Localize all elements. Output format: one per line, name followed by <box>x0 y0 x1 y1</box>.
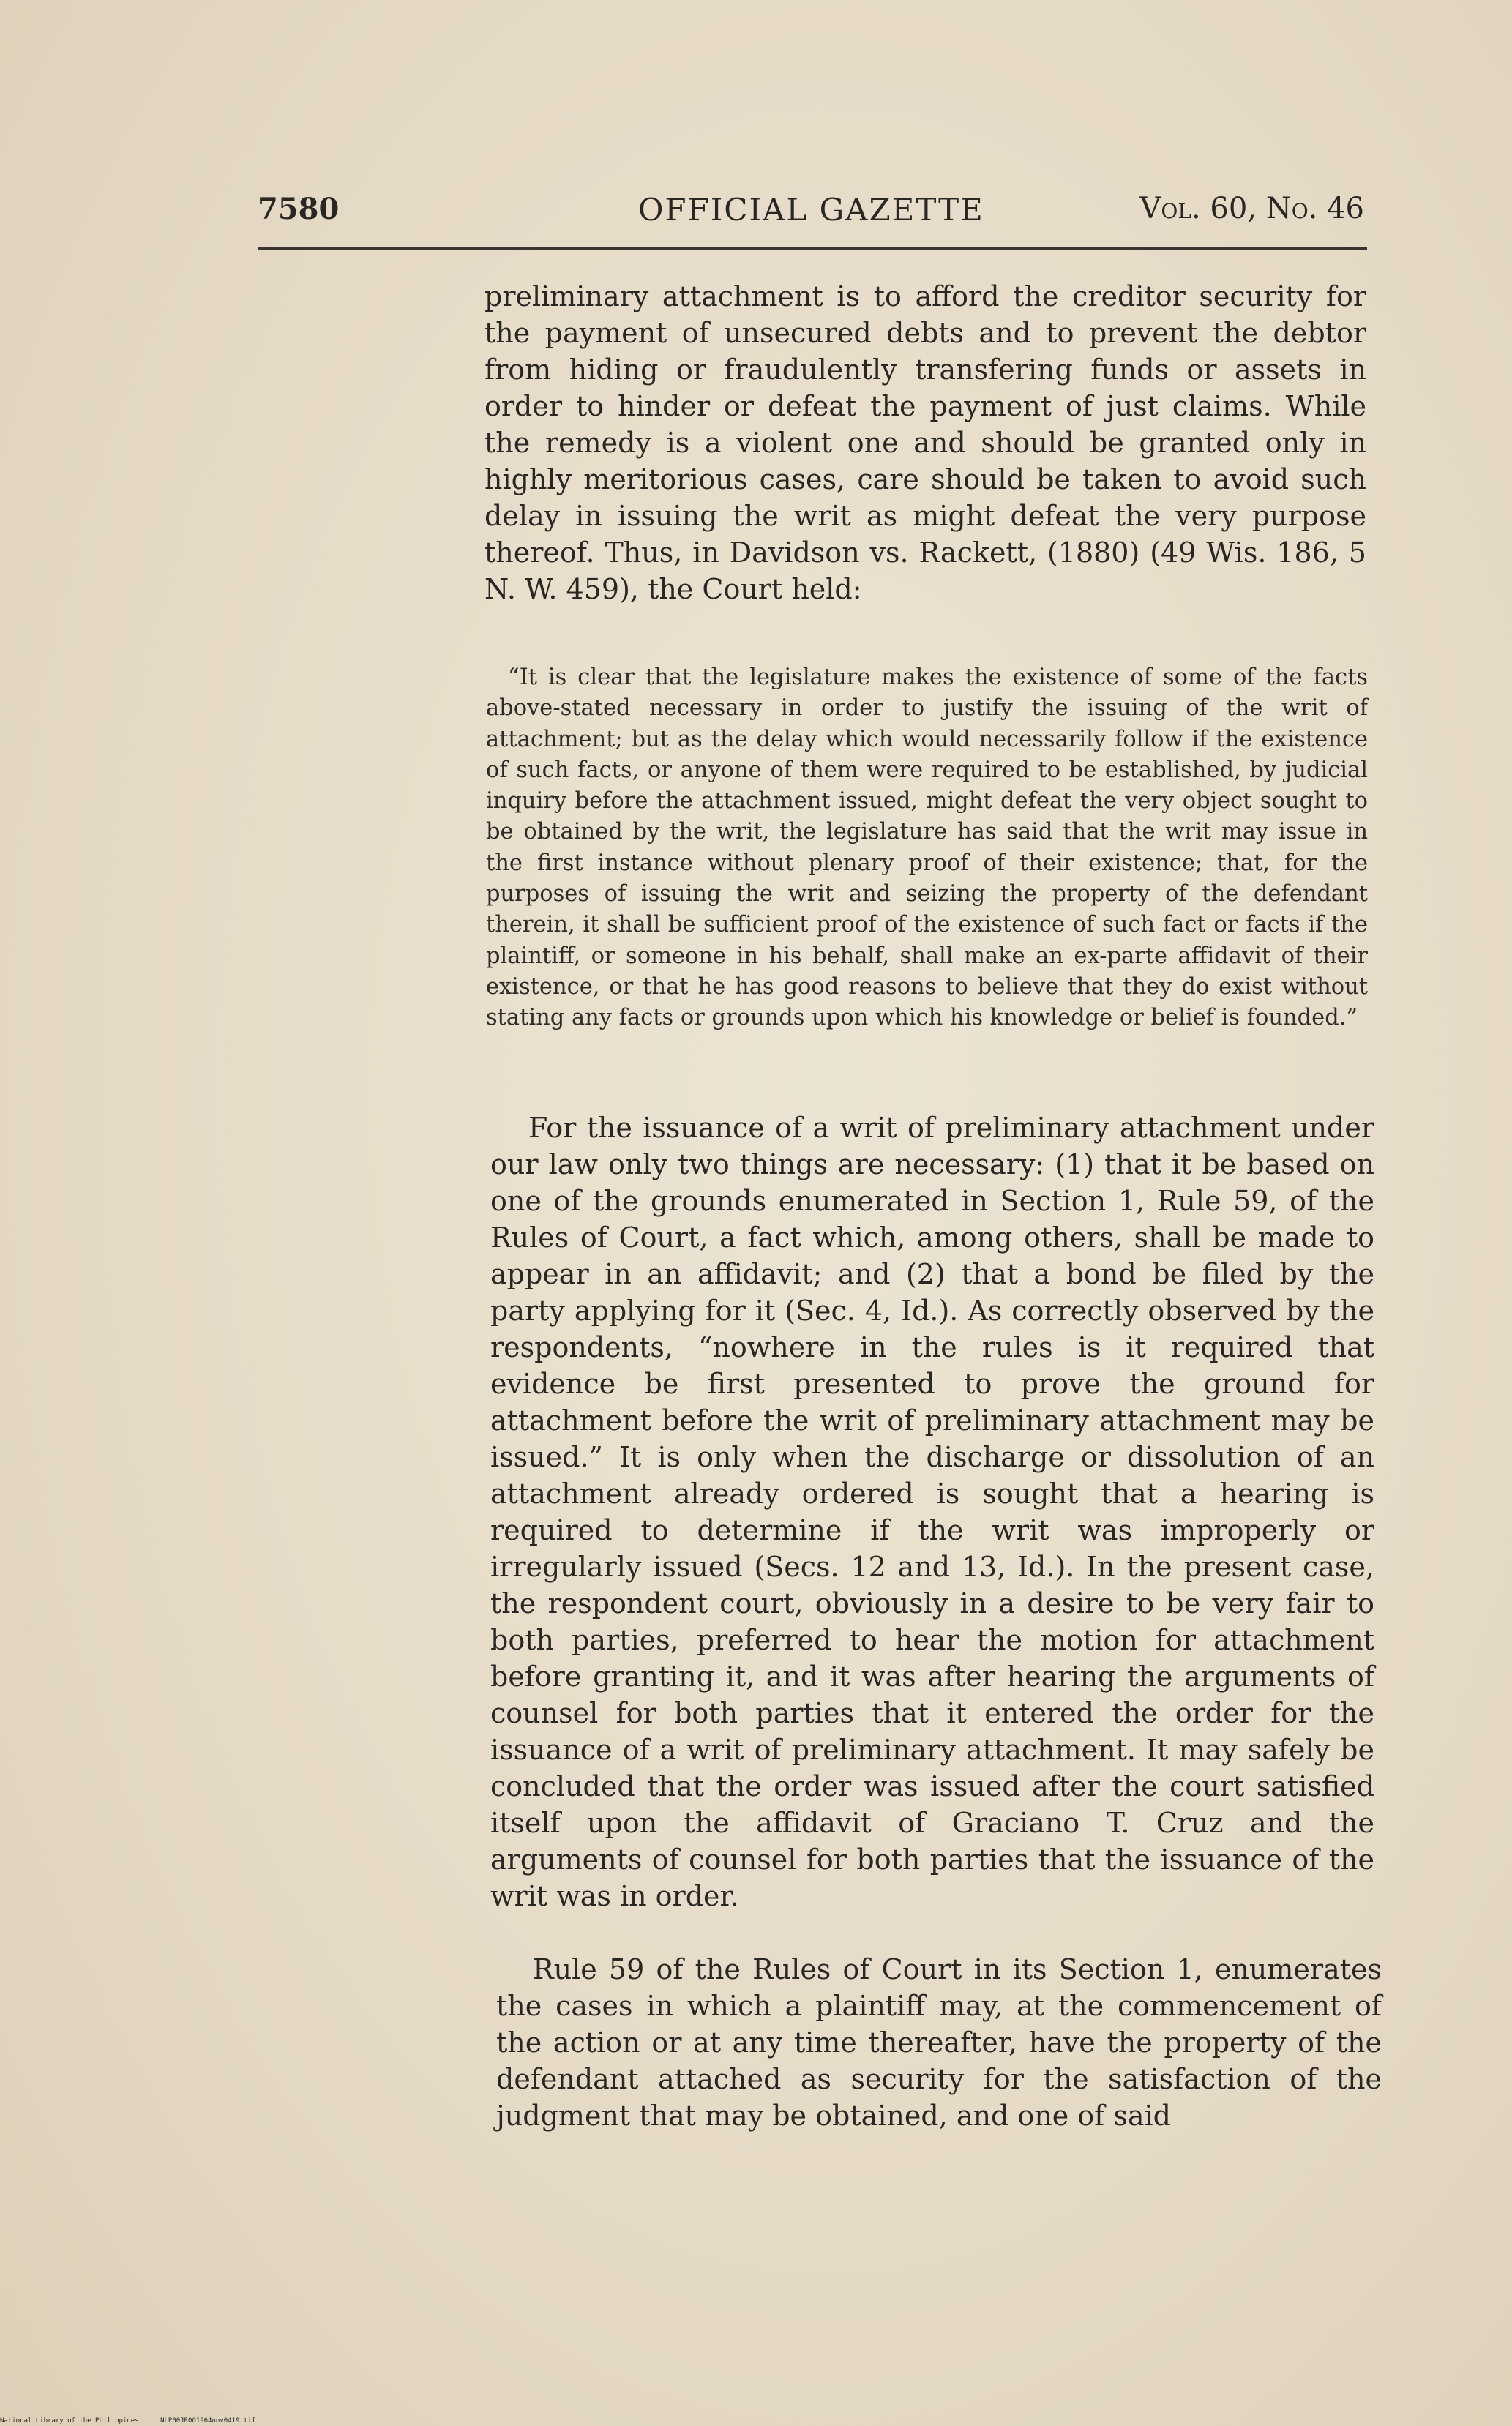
gazette-title: OFFICIAL GAZETTE <box>638 192 984 228</box>
scan-footer <box>0 2417 273 2425</box>
third-paragraph <box>496 1951 1382 2134</box>
file-identifier: NLP00JR0G1964nov0419.tif <box>160 2417 256 2425</box>
volume-number: Vol. 60, No. 46 <box>1139 192 1364 225</box>
opening-paragraph <box>484 278 1366 607</box>
paragraph-text: preliminary attachment is to afford the creditor security for the payment of unsecured debts and to prevent the debtor from hiding or fraudulently transfering funds or assets in order to hinder or defeat the payment of just claims. While the remedy is a violent one and should be granted only in highly meritorious cases, care should be taken to avoid such delay in issuing the writ as might defeat the very purpose thereof. Thus, in Davidson vs. Rackett, (1880) (49 Wis. 186, 5 N. W. 459), the Court held: <box>484 280 1366 605</box>
paragraph-text: Rule 59 of the Rules of Court in its Section 1, enumerates the cases in which a plaintiff may, at the commencement of the action or at any time thereafter, have the property of the defendant attached as security for the satisfaction of the judgment that may be obtained, and one of said <box>496 1953 1382 2132</box>
library-name: National Library of the Philippines <box>0 2417 139 2425</box>
page-header <box>258 192 1364 236</box>
block-quote <box>486 662 1368 1034</box>
paragraph-text: For the issuance of a writ of preliminary attachment under our law only two things are necessary: (1) that it be based on one of the grounds enumerated in Section 1, Rule 59, of the Rules of Court, a fact which, among others, shall be made to appear in an affidavit; and (2) that a bond be filed by the party applying for it (Sec. 4, Id.). As correctly observed by the respondents, “nowhere in the rules is it required that evidence be first presented to prove the ground for attachment before the writ of preliminary attachment may be issued.” It is only when the discharge or dissolution of an attachment already ordered is sought that a hearing is required to determine if the writ was improperly or irregularly issued (Secs. 12 and 13, Id.). In the present case, the respondent court, obviously in a desire to be very fair to both parties, preferred to hear the motion for attachment before granting it, and it was after hearing the arguments of counsel for both parties that it entered the order for the issuance of a writ of preliminary attachment. It may safely be concluded that the order was issued after the court satisfied itself upon the affidavit of Graciano T. Cruz and the arguments of counsel for both parties that the issuance of the writ was in order. <box>490 1112 1374 1912</box>
page-number: 7580 <box>258 192 340 226</box>
quote-text: “It is clear that the legislature makes the existence of some of the facts above-stated necessary in order to justify the issuing of the writ of attachment; but as the delay which would necessarily follow if the existence of such facts, or anyone of them were required to be established, by judicial inquiry before the attachment issued, might defeat the very object sought to be obtained by the writ, the legislature has said that the writ may issue in the first instance without plenary proof of their existence; that, for the purposes of issuing the writ and seizing the property of the defendant therein, it shall be sufficient proof of the existence of such fact or facts if the plaintiff, or someone in his behalf, shall make an ex-parte affidavit of their existence, or that he has good reasons to believe that they do exist without stating any facts or grounds upon which his knowledge or belief is founded.” <box>486 664 1368 1031</box>
header-rule <box>258 247 1367 250</box>
second-paragraph <box>490 1109 1374 1914</box>
